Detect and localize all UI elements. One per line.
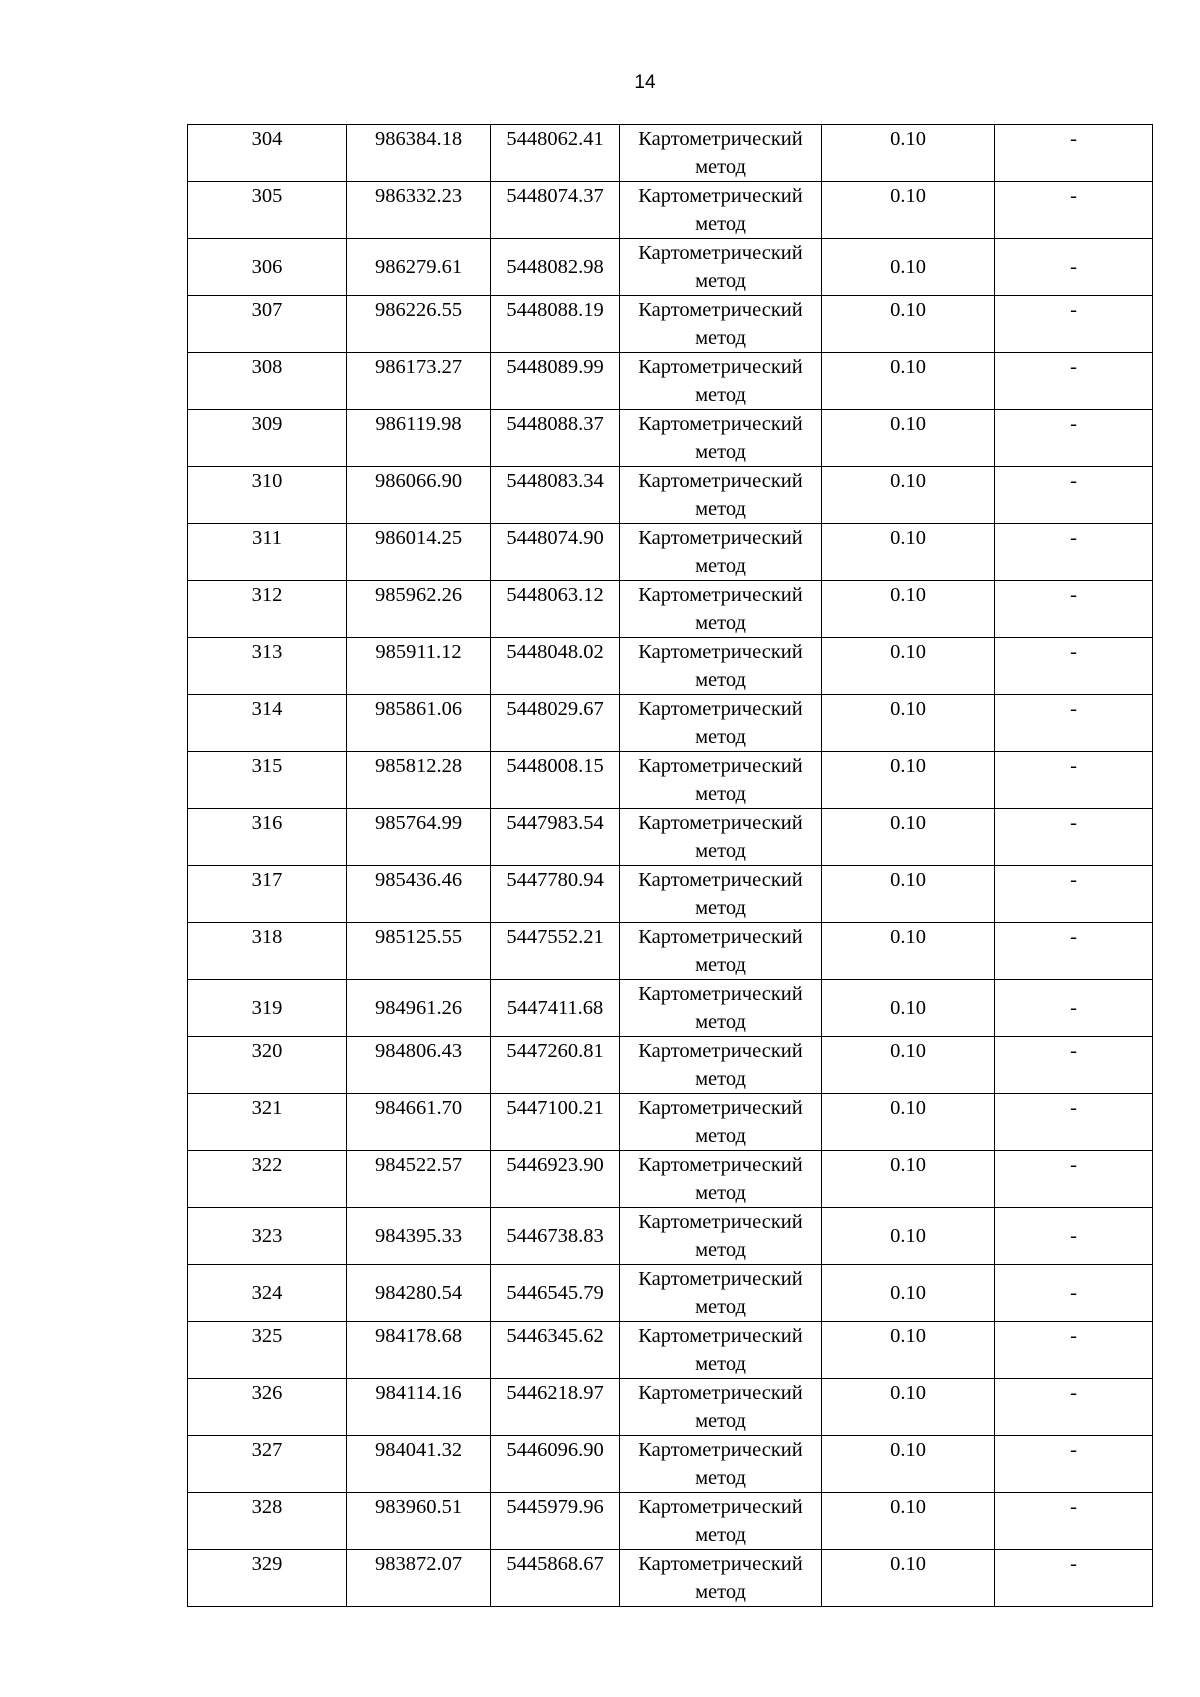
note-cell: - bbox=[995, 125, 1153, 182]
method-cell: Картометрический метод bbox=[620, 467, 822, 524]
point-number-cell: 319 bbox=[188, 980, 347, 1037]
coordinates-table bbox=[187, 124, 1153, 1607]
x-coordinate-cell: 986279.61 bbox=[347, 239, 491, 296]
note-cell: - bbox=[995, 581, 1153, 638]
method-cell: Картометрический метод bbox=[620, 1379, 822, 1436]
y-coordinate-cell: 5448088.37 bbox=[491, 410, 620, 467]
y-coordinate-cell: 5446096.90 bbox=[491, 1436, 620, 1493]
x-coordinate-cell: 986066.90 bbox=[347, 467, 491, 524]
y-coordinate-cell: 5448082.98 bbox=[491, 239, 620, 296]
accuracy-cell: 0.10 bbox=[822, 581, 995, 638]
table-body bbox=[188, 125, 1153, 1607]
point-number-cell: 309 bbox=[188, 410, 347, 467]
y-coordinate-cell: 5445979.96 bbox=[491, 1493, 620, 1550]
table-row bbox=[188, 1208, 1153, 1265]
note-cell: - bbox=[995, 638, 1153, 695]
point-number-cell: 321 bbox=[188, 1094, 347, 1151]
y-coordinate-cell: 5448089.99 bbox=[491, 353, 620, 410]
note-cell: - bbox=[995, 524, 1153, 581]
method-cell: Картометрический метод bbox=[620, 638, 822, 695]
y-coordinate-cell: 5448063.12 bbox=[491, 581, 620, 638]
x-coordinate-cell: 985861.06 bbox=[347, 695, 491, 752]
table-row bbox=[188, 182, 1153, 239]
y-coordinate-cell: 5448074.37 bbox=[491, 182, 620, 239]
x-coordinate-cell: 984114.16 bbox=[347, 1379, 491, 1436]
table-row bbox=[188, 638, 1153, 695]
method-cell: Картометрический метод bbox=[620, 923, 822, 980]
method-cell: Картометрический метод bbox=[620, 1151, 822, 1208]
table-row bbox=[188, 467, 1153, 524]
point-number-cell: 324 bbox=[188, 1265, 347, 1322]
table-row bbox=[188, 581, 1153, 638]
accuracy-cell: 0.10 bbox=[822, 1094, 995, 1151]
accuracy-cell: 0.10 bbox=[822, 239, 995, 296]
accuracy-cell: 0.10 bbox=[822, 923, 995, 980]
y-coordinate-cell: 5448048.02 bbox=[491, 638, 620, 695]
accuracy-cell: 0.10 bbox=[822, 980, 995, 1037]
table-row bbox=[188, 125, 1153, 182]
table-row bbox=[188, 980, 1153, 1037]
note-cell: - bbox=[995, 1265, 1153, 1322]
method-cell: Картометрический метод bbox=[620, 809, 822, 866]
point-number-cell: 329 bbox=[188, 1550, 347, 1607]
y-coordinate-cell: 5448029.67 bbox=[491, 695, 620, 752]
note-cell: - bbox=[995, 239, 1153, 296]
point-number-cell: 318 bbox=[188, 923, 347, 980]
table-row bbox=[188, 239, 1153, 296]
method-cell: Картометрический метод bbox=[620, 581, 822, 638]
note-cell: - bbox=[995, 1094, 1153, 1151]
table-row bbox=[188, 809, 1153, 866]
table-row bbox=[188, 1379, 1153, 1436]
y-coordinate-cell: 5447780.94 bbox=[491, 866, 620, 923]
table-row bbox=[188, 1037, 1153, 1094]
point-number-cell: 306 bbox=[188, 239, 347, 296]
x-coordinate-cell: 984178.68 bbox=[347, 1322, 491, 1379]
x-coordinate-cell: 985764.99 bbox=[347, 809, 491, 866]
accuracy-cell: 0.10 bbox=[822, 1436, 995, 1493]
x-coordinate-cell: 984395.33 bbox=[347, 1208, 491, 1265]
y-coordinate-cell: 5446923.90 bbox=[491, 1151, 620, 1208]
point-number-cell: 304 bbox=[188, 125, 347, 182]
y-coordinate-cell: 5448074.90 bbox=[491, 524, 620, 581]
method-cell: Картометрический метод bbox=[620, 980, 822, 1037]
table-row bbox=[188, 1265, 1153, 1322]
accuracy-cell: 0.10 bbox=[822, 1208, 995, 1265]
point-number-cell: 308 bbox=[188, 353, 347, 410]
method-cell: Картометрический метод bbox=[620, 866, 822, 923]
point-number-cell: 314 bbox=[188, 695, 347, 752]
point-number-cell: 305 bbox=[188, 182, 347, 239]
accuracy-cell: 0.10 bbox=[822, 752, 995, 809]
x-coordinate-cell: 985911.12 bbox=[347, 638, 491, 695]
table-row bbox=[188, 1436, 1153, 1493]
table-row bbox=[188, 1151, 1153, 1208]
table-row bbox=[188, 923, 1153, 980]
point-number-cell: 317 bbox=[188, 866, 347, 923]
method-cell: Картометрический метод bbox=[620, 239, 822, 296]
method-cell: Картометрический метод bbox=[620, 296, 822, 353]
method-cell: Картометрический метод bbox=[620, 1436, 822, 1493]
y-coordinate-cell: 5447260.81 bbox=[491, 1037, 620, 1094]
accuracy-cell: 0.10 bbox=[822, 1037, 995, 1094]
accuracy-cell: 0.10 bbox=[822, 1379, 995, 1436]
point-number-cell: 310 bbox=[188, 467, 347, 524]
note-cell: - bbox=[995, 296, 1153, 353]
y-coordinate-cell: 5447100.21 bbox=[491, 1094, 620, 1151]
accuracy-cell: 0.10 bbox=[822, 353, 995, 410]
table-row bbox=[188, 353, 1153, 410]
point-number-cell: 327 bbox=[188, 1436, 347, 1493]
x-coordinate-cell: 984961.26 bbox=[347, 980, 491, 1037]
x-coordinate-cell: 986014.25 bbox=[347, 524, 491, 581]
accuracy-cell: 0.10 bbox=[822, 410, 995, 467]
point-number-cell: 323 bbox=[188, 1208, 347, 1265]
x-coordinate-cell: 984041.32 bbox=[347, 1436, 491, 1493]
point-number-cell: 313 bbox=[188, 638, 347, 695]
y-coordinate-cell: 5447983.54 bbox=[491, 809, 620, 866]
y-coordinate-cell: 5447552.21 bbox=[491, 923, 620, 980]
method-cell: Картометрический метод bbox=[620, 1208, 822, 1265]
note-cell: - bbox=[995, 1037, 1153, 1094]
note-cell: - bbox=[995, 809, 1153, 866]
table-row bbox=[188, 1322, 1153, 1379]
y-coordinate-cell: 5446218.97 bbox=[491, 1379, 620, 1436]
note-cell: - bbox=[995, 695, 1153, 752]
method-cell: Картометрический метод bbox=[620, 353, 822, 410]
x-coordinate-cell: 986173.27 bbox=[347, 353, 491, 410]
method-cell: Картометрический метод bbox=[620, 1493, 822, 1550]
method-cell: Картометрический метод bbox=[620, 1322, 822, 1379]
accuracy-cell: 0.10 bbox=[822, 1151, 995, 1208]
y-coordinate-cell: 5446545.79 bbox=[491, 1265, 620, 1322]
table-row bbox=[188, 695, 1153, 752]
accuracy-cell: 0.10 bbox=[822, 866, 995, 923]
method-cell: Картометрический метод bbox=[620, 125, 822, 182]
point-number-cell: 316 bbox=[188, 809, 347, 866]
x-coordinate-cell: 985125.55 bbox=[347, 923, 491, 980]
y-coordinate-cell: 5447411.68 bbox=[491, 980, 620, 1037]
page-number: 14 bbox=[634, 72, 656, 93]
y-coordinate-cell: 5445868.67 bbox=[491, 1550, 620, 1607]
y-coordinate-cell: 5448083.34 bbox=[491, 467, 620, 524]
point-number-cell: 312 bbox=[188, 581, 347, 638]
x-coordinate-cell: 986119.98 bbox=[347, 410, 491, 467]
x-coordinate-cell: 984806.43 bbox=[347, 1037, 491, 1094]
table-row bbox=[188, 1094, 1153, 1151]
accuracy-cell: 0.10 bbox=[822, 1493, 995, 1550]
accuracy-cell: 0.10 bbox=[822, 809, 995, 866]
accuracy-cell: 0.10 bbox=[822, 125, 995, 182]
x-coordinate-cell: 986332.23 bbox=[347, 182, 491, 239]
note-cell: - bbox=[995, 182, 1153, 239]
accuracy-cell: 0.10 bbox=[822, 1265, 995, 1322]
note-cell: - bbox=[995, 353, 1153, 410]
method-cell: Картометрический метод bbox=[620, 1094, 822, 1151]
note-cell: - bbox=[995, 1493, 1153, 1550]
accuracy-cell: 0.10 bbox=[822, 182, 995, 239]
note-cell: - bbox=[995, 1379, 1153, 1436]
x-coordinate-cell: 985436.46 bbox=[347, 866, 491, 923]
accuracy-cell: 0.10 bbox=[822, 524, 995, 581]
point-number-cell: 320 bbox=[188, 1037, 347, 1094]
point-number-cell: 311 bbox=[188, 524, 347, 581]
accuracy-cell: 0.10 bbox=[822, 467, 995, 524]
accuracy-cell: 0.10 bbox=[822, 638, 995, 695]
method-cell: Картометрический метод bbox=[620, 695, 822, 752]
table-row bbox=[188, 866, 1153, 923]
x-coordinate-cell: 983960.51 bbox=[347, 1493, 491, 1550]
x-coordinate-cell: 984280.54 bbox=[347, 1265, 491, 1322]
note-cell: - bbox=[995, 1322, 1153, 1379]
note-cell: - bbox=[995, 1208, 1153, 1265]
x-coordinate-cell: 986226.55 bbox=[347, 296, 491, 353]
table-row bbox=[188, 752, 1153, 809]
x-coordinate-cell: 985812.28 bbox=[347, 752, 491, 809]
note-cell: - bbox=[995, 1436, 1153, 1493]
point-number-cell: 307 bbox=[188, 296, 347, 353]
point-number-cell: 326 bbox=[188, 1379, 347, 1436]
accuracy-cell: 0.10 bbox=[822, 695, 995, 752]
table-row bbox=[188, 524, 1153, 581]
accuracy-cell: 0.10 bbox=[822, 1550, 995, 1607]
x-coordinate-cell: 985962.26 bbox=[347, 581, 491, 638]
method-cell: Картометрический метод bbox=[620, 410, 822, 467]
x-coordinate-cell: 983872.07 bbox=[347, 1550, 491, 1607]
y-coordinate-cell: 5448088.19 bbox=[491, 296, 620, 353]
table-row bbox=[188, 1550, 1153, 1607]
note-cell: - bbox=[995, 923, 1153, 980]
note-cell: - bbox=[995, 980, 1153, 1037]
table-row bbox=[188, 410, 1153, 467]
point-number-cell: 325 bbox=[188, 1322, 347, 1379]
method-cell: Картометрический метод bbox=[620, 1550, 822, 1607]
method-cell: Картометрический метод bbox=[620, 752, 822, 809]
note-cell: - bbox=[995, 1151, 1153, 1208]
method-cell: Картометрический метод bbox=[620, 1037, 822, 1094]
x-coordinate-cell: 984522.57 bbox=[347, 1151, 491, 1208]
method-cell: Картометрический метод bbox=[620, 524, 822, 581]
note-cell: - bbox=[995, 467, 1153, 524]
table-row bbox=[188, 296, 1153, 353]
y-coordinate-cell: 5446345.62 bbox=[491, 1322, 620, 1379]
method-cell: Картометрический метод bbox=[620, 182, 822, 239]
method-cell: Картометрический метод bbox=[620, 1265, 822, 1322]
note-cell: - bbox=[995, 1550, 1153, 1607]
x-coordinate-cell: 984661.70 bbox=[347, 1094, 491, 1151]
point-number-cell: 328 bbox=[188, 1493, 347, 1550]
accuracy-cell: 0.10 bbox=[822, 296, 995, 353]
point-number-cell: 322 bbox=[188, 1151, 347, 1208]
y-coordinate-cell: 5448008.15 bbox=[491, 752, 620, 809]
point-number-cell: 315 bbox=[188, 752, 347, 809]
accuracy-cell: 0.10 bbox=[822, 1322, 995, 1379]
note-cell: - bbox=[995, 866, 1153, 923]
y-coordinate-cell: 5448062.41 bbox=[491, 125, 620, 182]
table-row bbox=[188, 1493, 1153, 1550]
y-coordinate-cell: 5446738.83 bbox=[491, 1208, 620, 1265]
note-cell: - bbox=[995, 752, 1153, 809]
note-cell: - bbox=[995, 410, 1153, 467]
x-coordinate-cell: 986384.18 bbox=[347, 125, 491, 182]
